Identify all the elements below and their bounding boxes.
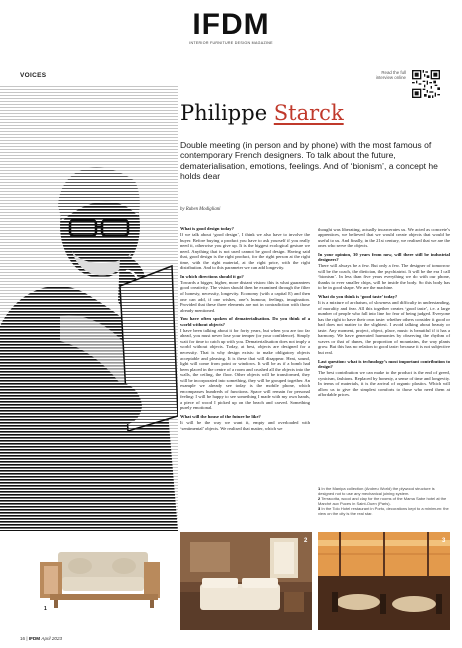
masthead [0, 10, 462, 45]
restaurant-image [318, 532, 450, 630]
magazine-tagline: INTERIOR FURNITURE DESIGN MAGAZINE [189, 41, 273, 45]
portrait-image [0, 86, 178, 531]
image-number: 1 [44, 606, 47, 612]
article-dek: Double meeting (in person and by phone) with the most famous of contemporary French designers. To talk about the future, dematerialisation, emotions, feelings. And of ‘bionism’, a concept he holds dear [180, 140, 438, 182]
caption-item: 3 In the Tolo Hotel restaurant in Porto, decorations kept to a minimum: the view on the city is the real star. [318, 505, 449, 516]
sofa-image [20, 532, 167, 614]
image-number: 2 [304, 538, 308, 544]
article-headline [180, 100, 344, 126]
magazine-logo: IFDM [192, 8, 270, 41]
text-column-left [180, 226, 310, 431]
footer-magazine: IFDM [28, 636, 41, 641]
answer: If we talk about ‘good design’, I think we also have to involve the buyer. Before buying a product you have to ask yourself if you really need it, otherwise you give up. It is the biggest ecological gesture we need. Anything that is not used cannot be good design. Having said that, good design is the right product, for the right person at the right time, with the right material, at the right price, with the right distribution. And to this parameter we can add longevity. [180, 232, 310, 271]
question: In your opinion, 30 years from now, will there still be industrial designers? [318, 251, 450, 263]
hotel-room-image [180, 532, 312, 630]
caption-item: 1 In the Manipa collection (Andreu World) the plywood structure is designed not to use any mechanical joining system. [318, 486, 435, 496]
text-column-right [318, 226, 450, 398]
qr-code-icon[interactable] [412, 70, 440, 98]
answer: It will be the way we want it, empty and overloaded with ‘sentimental’ objects. We realised that matter, which we [180, 420, 310, 431]
answer: There will always be a few. But only a few. The designer of tomorrow will be the coach, the dietician, the psychiatrist. It will be the era I call ‘bionism’. In less than five years everything we do with our phone, thanks to ever smaller chips, will be inside the body. So this body has to be in good shape. We are the machine. [318, 263, 450, 291]
answer: Towards a bigger, higher, more distant vision: this is what guarantees good creativity. The vision should then be examined through the filter of honesty, necessity, longevity. Economy (with a capital E) and then one can add, if one wishes, one’s humour, feelings, imagination. Provided that these three elements are not in contradiction with those already mentioned. [180, 279, 310, 313]
image-captions [318, 487, 450, 516]
page-number: 16 [20, 636, 26, 641]
caption-item: 2 Terracotta, wood and clay for the rooms of the Mama Sabe hotel at the Marché aux Puces in Saint-Ouen (Paris). [318, 495, 447, 506]
answer: thought was liberating, actually incarcerates us. We acted as concrete’s apprentices, we believed that we would create objects that would be useful to us. And finally, in the 21st century, we realised that we are the ones who serve the objects. [318, 226, 450, 249]
section-label: VOICES [20, 72, 47, 79]
question: Last question: what is technology’s most important contribution to design? [318, 358, 450, 370]
answer: The best contribution we can make to the product is the end of greed, cynicism, fashions. Replaced by honesty, a sense of time and longevity. In terms of materials, it is the arrival of organic plastics. Which will allow us to give the simplest comforts to those who need them at affordable prices. [318, 370, 450, 398]
question: In which directions should it go? [180, 273, 244, 279]
footer-issue: April 2023 [41, 636, 63, 641]
headline-first: Philippe [180, 101, 274, 125]
question: You have often spoken of dematerialisation. Do you think of a world without objects? [180, 316, 310, 327]
answer: I have been talking about it for forty years, but when you are too far ahead, you must never lose your temper (or your confidence). Simply wait for time to catch up with you. Dematerialisation does not imply a world without objects. Today, at best, objects are designed for a necessity. That is why design exists: to make obligatory objects acceptable and pleasing. It is these that will disappear. Heat, sound, light will come from point or windows. It will be as if a bomb had been placed in the centre of a room and crushed all the objects into the walls, the ceiling, the floor. Other objects will be transformed, they will be incorporated into something, they will be grouped together. An example we already see today is the mobile phone, which encompasses hundreds of functions. Space will remain for personal feeling: I will be happy to see something I made with my own hands, a piece of wood I picked up on the beach and carved. Something purely emotional. [180, 327, 310, 411]
headline-accent: Starck [273, 101, 344, 125]
question: What will the house of the future be like? [180, 414, 261, 419]
answer: It is a mixture of archaism, of slowness and difficulty in understanding, of morality and fear. All this together creates ‘good taste’, i.e. a large number of people who fall into line for fear of being judged. Everyone has the right to have their own taste: whether others consider it good or bad does not matter to the slightest. I avoid talking about beauty or taste. Any moment, project, object, place, music is beautiful if it has a harmony. We have generated harmonies by observing the rhythm of waves or that of dunes, the proportion of mountains, the way plants grow. But this has no relation to good taste: because it is not subjective but real. [318, 300, 450, 355]
question: What do you think is ‘good taste’ today? [318, 294, 398, 300]
online-note: Read the full interview online [375, 70, 406, 81]
question: What is good design today? [180, 226, 234, 231]
image-number: 3 [442, 538, 446, 544]
page-footer: 16 | IFDM April 2023 [20, 636, 63, 641]
byline: by Ruben Modigliani [180, 207, 221, 212]
